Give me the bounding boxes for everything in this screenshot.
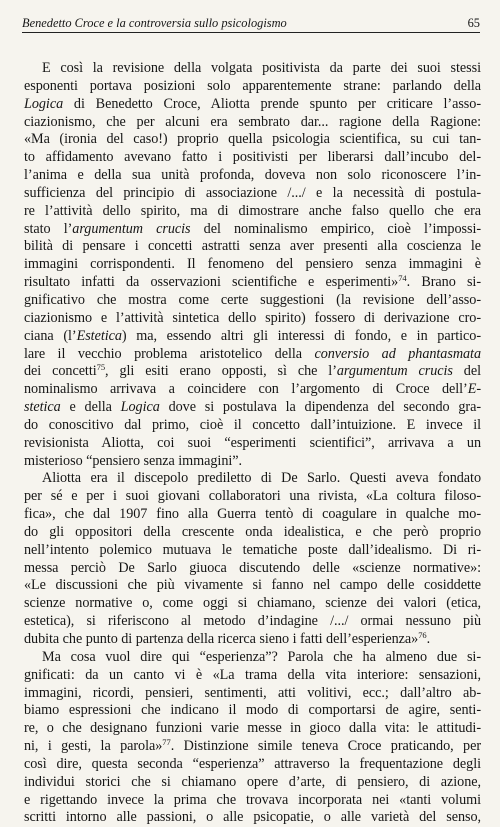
text-line: do conoscitivo dal primo, cioè il concetto dall’intuizione. E invece il [24,416,481,433]
text-line: stetica e della Logica dove si postulava la dipendenza del secondo gra- [24,399,482,416]
text-line: E così la revisione della volgata positivista da parte dei suoi stessi [42,60,481,76]
running-title: Benedetto Croce e la controversia sullo psicologismo [22,16,287,30]
text-line: to affidamento avevano fatto i positivisti per liberarsi dall’incubo del- [24,149,481,166]
text-line: immagini corrispondenti. Il fenomeno del pensiero senza immagini è [24,256,481,273]
text-line: dei concetti$^{75}$, gli esiti erano opposti, sì che l’argumentum crucis del [24,362,481,380]
text-line: misterioso “pensiero senza immagini”. [24,452,242,469]
text-line: re, o che designano funzioni varie messe in gioco dalla vita: le attitudi- [24,720,481,737]
text-line: così dire, questa seconda “esperienza” attraverso la frequentazione degli [24,755,481,772]
text-line: nell’intento polemico mutuava le tematiche poste dall’idealismo. Di ri- [24,541,481,558]
text-line: stato l’argumentum crucis del nominalismo empirico, cioè l’impossi- [24,220,482,237]
text-line: gnificativo che mostra come certe suggestioni (la revisione dell’asso- [24,291,481,308]
text-line: «Le discussioni che più vivamente si fanno nel campo delle cosiddette [24,577,481,594]
text-line: lare il vecchio problema aristotelico della conversio ad phantasmata [24,345,481,362]
text-line: re l’attività dello spirito, ma di dimostrare anche falso quello che era [24,202,481,219]
paragraph [24,470,481,648]
text-line: scritti intorno alle passioni, o alle psicopatie, o alle varietà del senso, [24,809,481,826]
text-line: fica», che dal 1907 fino alla Guerra tentò di coagulare in qualche mo- [24,506,481,523]
text-line: Aliotta era il discepolo prediletto di De Sarlo. Questi aveva fondato [42,470,481,487]
text-line: biamo espressioni che indicano il modo di comportarsi de agire, senti- [24,702,481,719]
text-line: ciana (l’Estetica) ma, essendo altri gli interessi di fondo, e in partico- [24,327,481,344]
text-line: l’anima e della sua unità profonda, doveva non solo riconoscere l’in- [24,167,481,184]
text-line: nominalismo arrivava a coincidere con l’argomento di Croce dell’E- [24,381,481,398]
text-line: individui storici che si chiamano opere d’arte, di pensiero, di azione, [24,773,481,790]
text-line: scienze normative o, come oggi si chiamano, scienze dei valori (etica, [24,595,481,612]
text-line: revisionista Aliotta, coi suoi “esperimenti scientifici”, arrivava a un [24,434,481,451]
text-line: estetica), si riferiscono al metodo d’indagine /.../ ormai nessuno più [24,613,481,630]
text-line: e rigettando invece la prima che trovava incorporata nei «tanti volumi [24,791,481,808]
text-line: per sé e per i suoi giovani collaboratori una rivista, «La coltura filoso- [24,488,481,505]
text-line: ciazionismo e l’attività sintetica dello spirito) fossero di derivazione cro- [24,309,481,326]
text-line: Ma cosa vuol dire qui “esperienza”? Parola che ha almeno due si- [42,648,481,665]
paragraph [24,649,481,827]
text-line: sufficienza del principio di associazione /.../ e la necessità di postula- [24,184,481,201]
body-text [24,60,481,827]
page-number: 65 [467,16,480,30]
text-line: esponenti portava posizioni solo apparentemente strane: parlando della [24,77,481,94]
paragraph [24,60,481,470]
text-line: dubita che punto di partenza della ricerca sieno i fatti dell’esperienza»$^{76}$. [24,630,431,647]
text-line: do gli oppositori della crescente onda idealistica, e che però proprio [24,523,481,540]
text-line: «Ma (ironia del caso!) proprio quella psicologia scientifica, su cui tan- [24,131,481,148]
text-line: gnificati: da un canto vi è «La trama della vita interiore: sensazioni, [24,666,481,683]
text-line: ciazionismo, che per alcuni era sembrato dar... ragione della Ragione: [24,113,481,130]
text-line: immagini, ricordi, pensieri, sentimenti, atti volitivi, ecc.; dall’altro ab- [24,684,481,701]
text-line: bilità di pensare i concetti astratti senza aver presenti alla coscienza le [24,238,481,255]
page-header [22,10,480,33]
text-line: Logica di Benedetto Croce, Aliotta prende spunto per criticare l’asso- [24,95,481,112]
text-line: ni, i gesti, la parola»$^{77}$. Distinzione simile teneva Croce praticando, per [24,737,482,755]
text-line: messa perciò De Sarlo giuoca discutendo delle «scienze normative»: [24,559,481,576]
text-line: risultato infatti da osservazioni scientifiche e esperimenti»$^{74}$. Brano si- [24,273,481,291]
